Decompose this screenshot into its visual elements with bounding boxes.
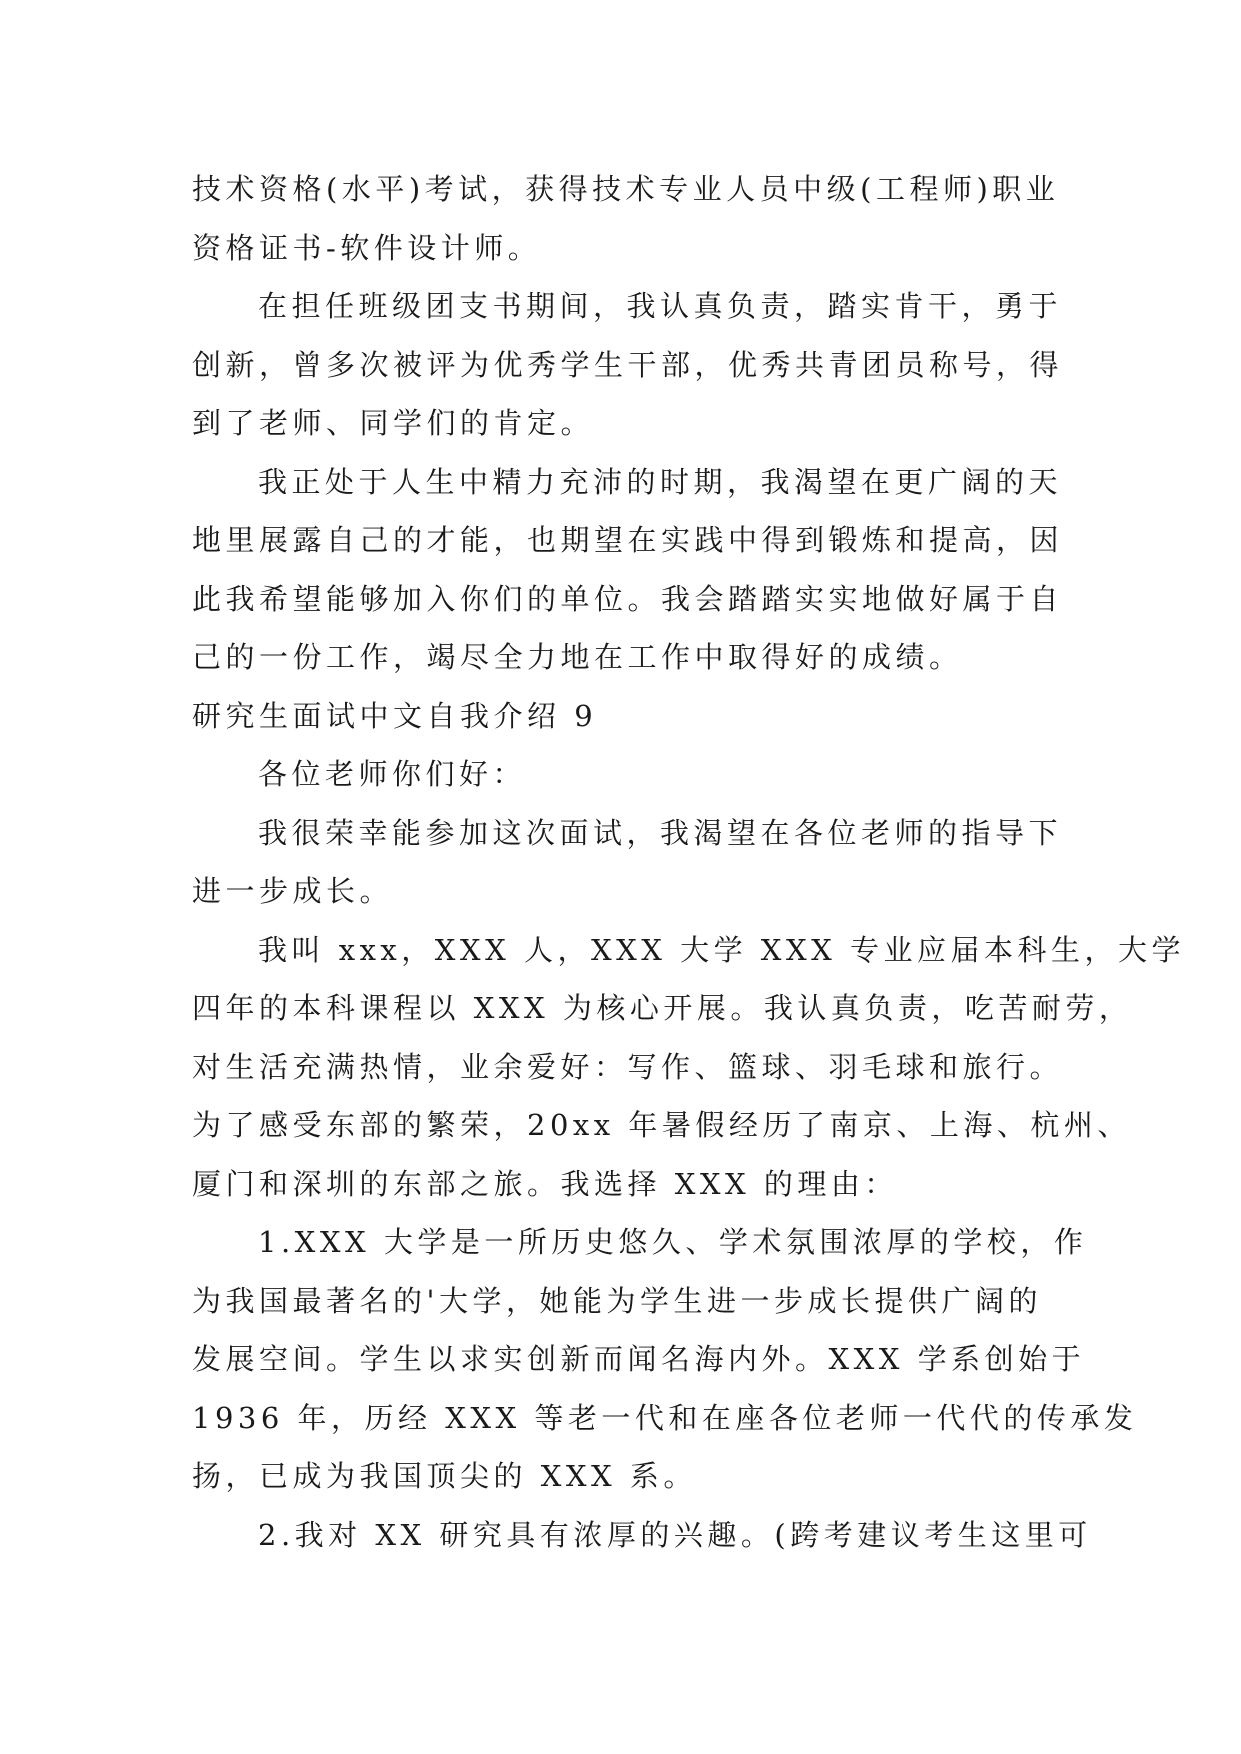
- text-line: 发展空间。学生以求实创新而闻名海内外。XXX 学系创始于: [192, 1342, 1086, 1376]
- text-line: 四年的本科课程以 XXX 为核心开展。我认真负责，吃苦耐劳，: [192, 991, 1133, 1025]
- text-line: 为我国最著名的'大学，她能为学生进一步成长提供广阔的: [192, 1283, 1042, 1318]
- section-heading: 研究生面试中文自我介绍 9: [192, 698, 598, 733]
- text-line: 此我希望能够加入你们的单位。我会踏踏实实地做好属于自: [192, 581, 1064, 616]
- text-line: 我叫 xxx，XXX 人，XXX 大学 XXX 专业应届本科生，大学: [258, 932, 1185, 967]
- text-line: 技术资格(水平)考试，获得技术专业人员中级(工程师)职业: [192, 172, 1060, 206]
- text-line: 己的一份工作，竭尽全力地在工作中取得好的成绩。: [192, 640, 963, 674]
- text-line: 各位老师你们好：: [258, 757, 527, 791]
- text-line: 我正处于人生中精力充沛的时期，我渴望在更广阔的天: [258, 464, 1063, 499]
- text-line: 1.XXX 大学是一所历史悠久、学术氛围浓厚的学校，作: [258, 1225, 1088, 1259]
- text-line: 厦门和深圳的东部之旅。我选择 XXX 的理由：: [192, 1166, 898, 1201]
- text-line: 进一步成长。: [192, 874, 394, 908]
- text-line: 1936 年，历经 XXX 等老一代和在座各位老师一代代的传承发: [192, 1400, 1138, 1435]
- text-line: 地里展露自己的才能，也期望在实践中得到锻炼和提高，因: [192, 523, 1064, 557]
- text-line: 创新，曾多次被评为优秀学生干部，优秀共青团员称号，得: [192, 347, 1064, 382]
- text-line: 为了感受东部的繁荣，20xx 年暑假经历了南京、上海、杭州、: [192, 1108, 1131, 1142]
- text-line: 2.我对 XX 研究具有浓厚的兴趣。(跨考建议考生这里可: [258, 1517, 1092, 1552]
- text-line: 对生活充满热情，业余爱好：写作、篮球、羽毛球和旅行。: [192, 1049, 1064, 1084]
- text-line: 在担任班级团支书期间，我认真负责，踏实肯干，勇于: [258, 289, 1063, 323]
- text-line: 到了老师、同学们的肯定。: [192, 406, 595, 440]
- document-body: [192, 160, 1185, 1564]
- text-line: 我很荣幸能参加这次面试，我渴望在各位老师的指导下: [258, 815, 1063, 850]
- text-line: 扬，已成为我国顶尖的 XXX 系。: [192, 1459, 697, 1493]
- text-line: 资格证书-软件设计师。: [192, 230, 542, 265]
